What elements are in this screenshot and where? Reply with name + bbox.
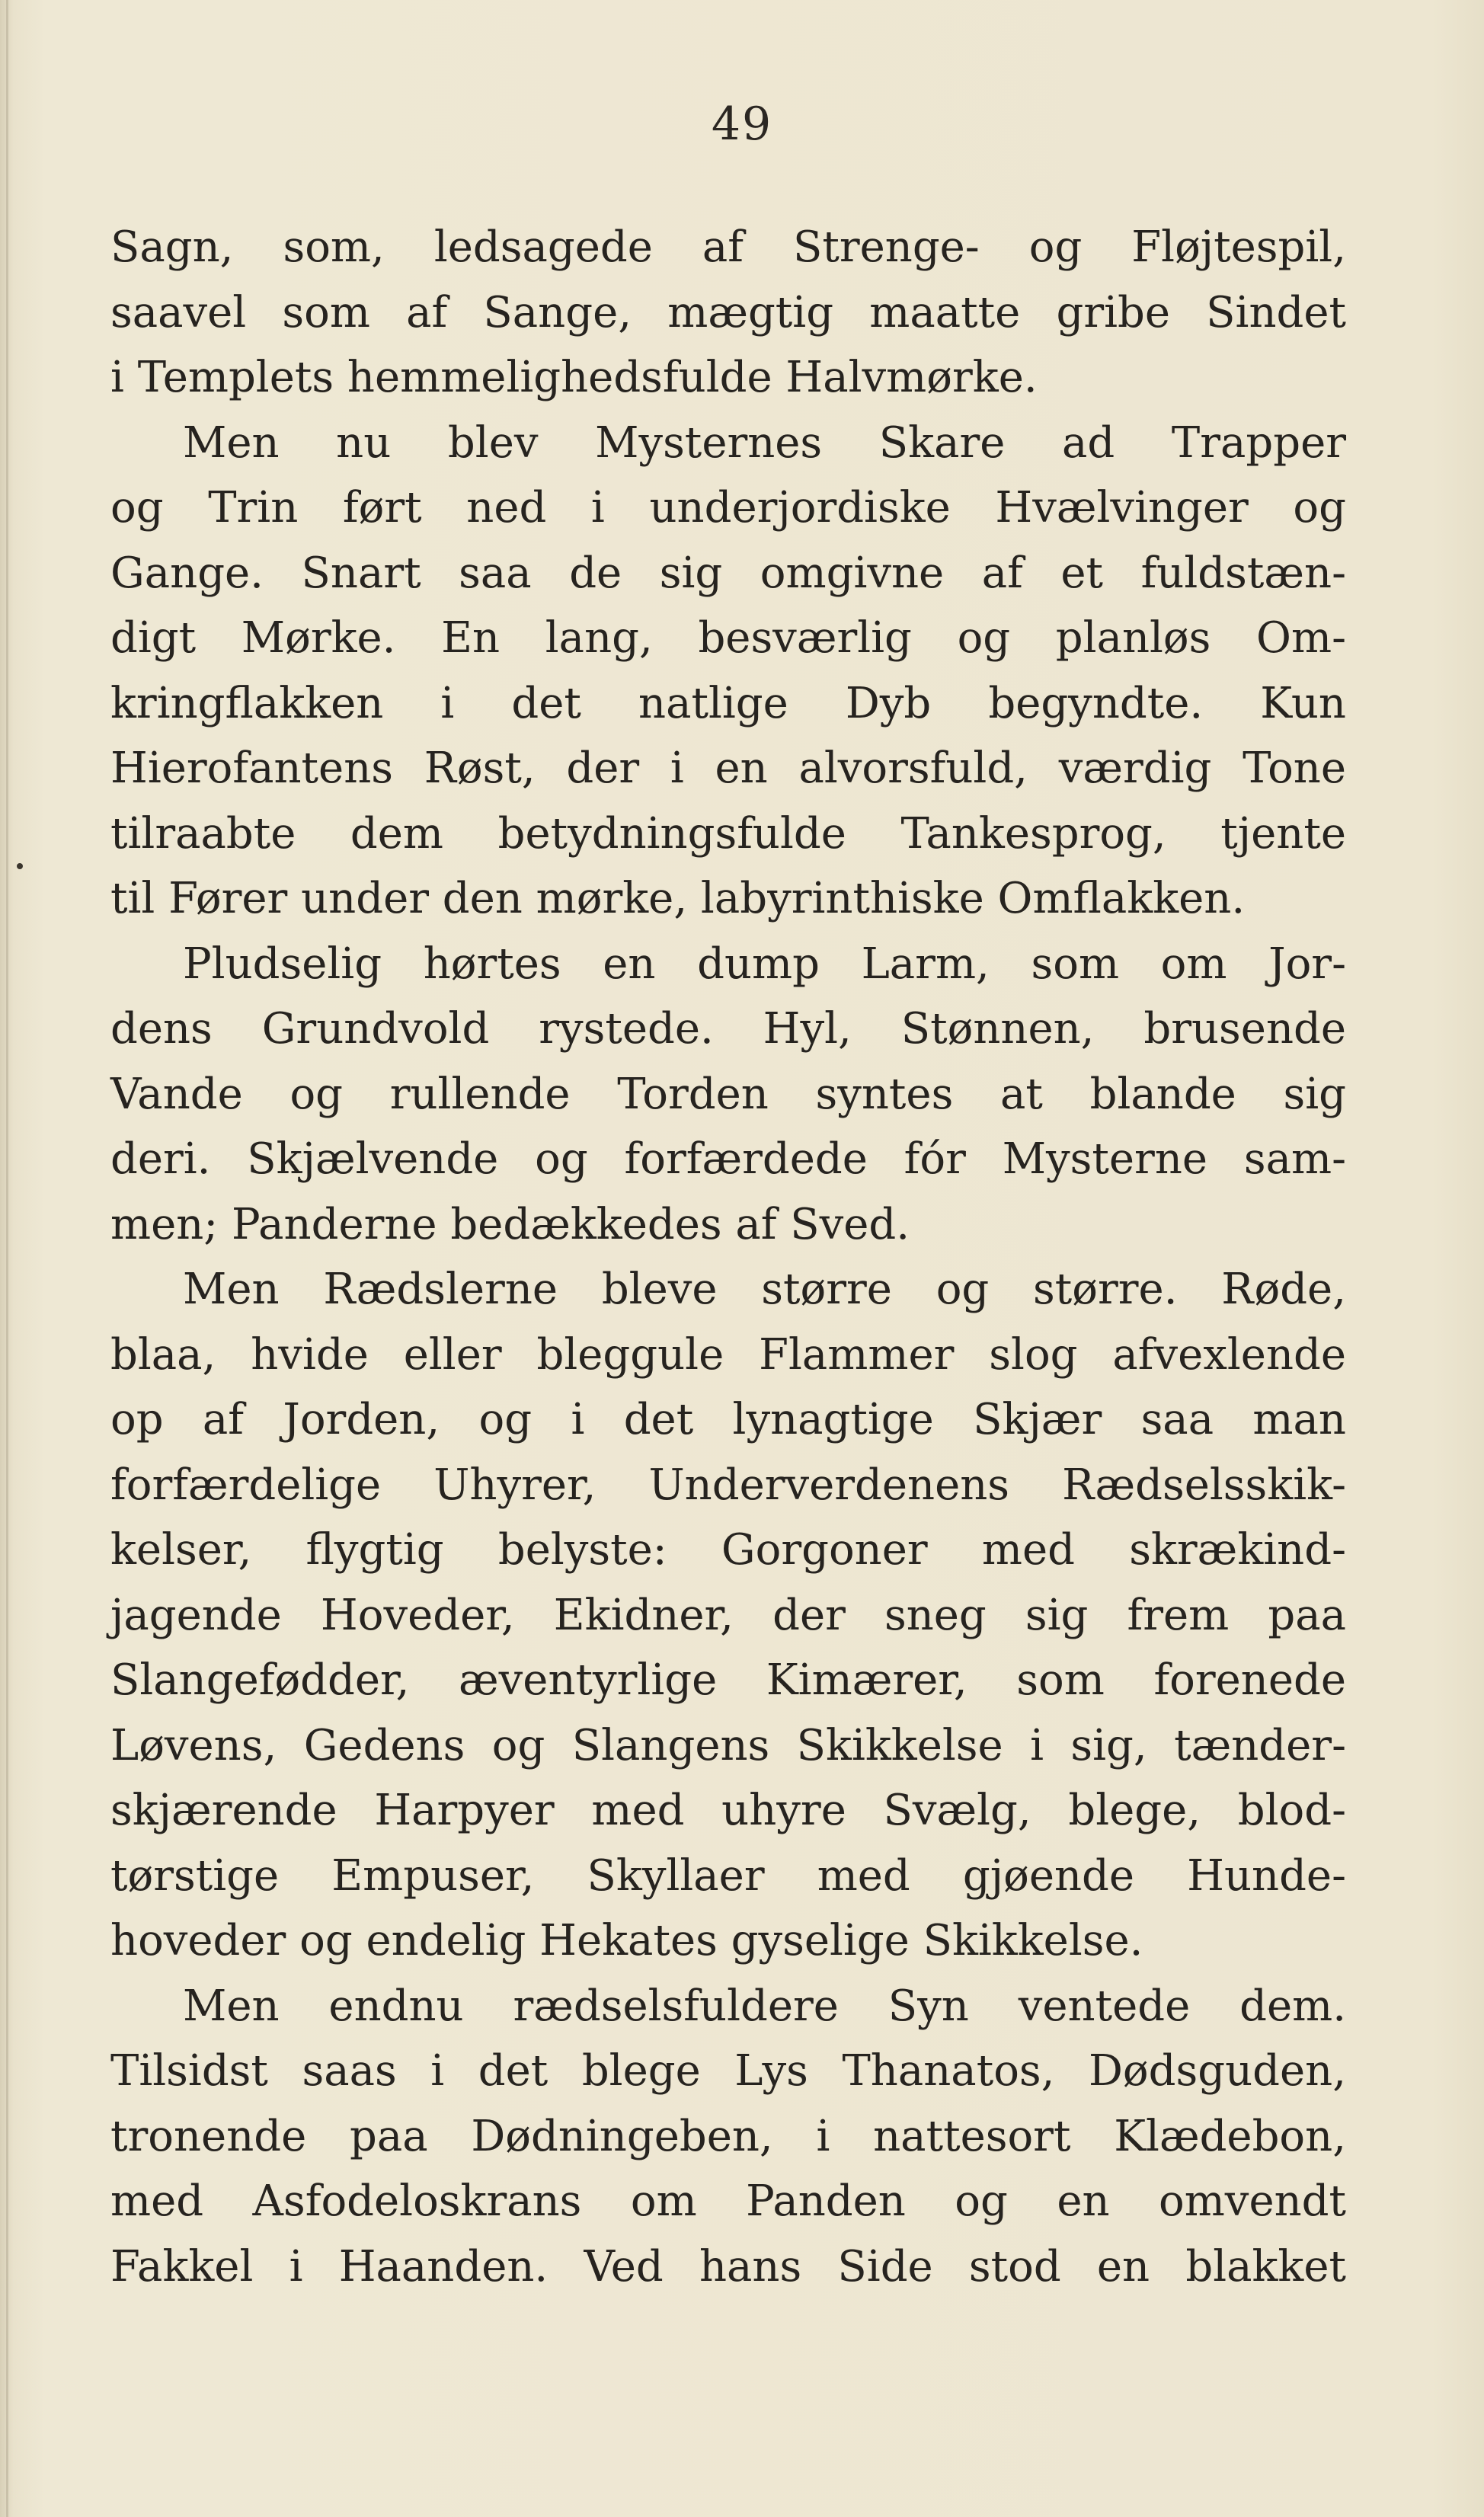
text-line: tronende paa Dødningeben, i nattesort Klædebon, — [110, 2111, 1346, 2161]
text-line: digt Mørke. En lang, besværlig og planløs Om- — [110, 613, 1346, 663]
text-line: men; Panderne bedækkedes af Sved. — [110, 1199, 910, 1249]
text-line: saavel som af Sange, mægtig maatte gribe Sindet — [110, 287, 1346, 337]
margin-mark — [17, 863, 23, 869]
text-line: kelser, flygtig belyste: Gorgoner med skrækind- — [110, 1525, 1346, 1575]
text-line: med Asfodeloskrans om Panden og en omvendt — [110, 2176, 1346, 2226]
text-line: jagende Hoveder, Ekidner, der sneg sig frem paa — [110, 1590, 1346, 1640]
text-line: tørstige Empuser, Skyllaer med gjøende Hunde- — [110, 1850, 1346, 1901]
text-line: op af Jorden, og i det lynagtige Skjær saa man — [110, 1395, 1346, 1444]
text-line: Fakkel i Haanden. Ved hans Side stod en blakket — [110, 2241, 1346, 2292]
text-line: deri. Skjælvende og forfærdede fór Mysterne sam- — [110, 1134, 1346, 1184]
text-line: Sagn, som, ledsagede af Strenge- og Fløjtespil, — [110, 222, 1346, 272]
text-line: Løvens, Gedens og Slangens Skikkelse i sig, tænder- — [110, 1720, 1346, 1770]
page-spine-edge — [6, 0, 8, 2517]
page-number: 49 — [711, 98, 773, 151]
text-line: Men Rædslerne bleve større og større. Røde, — [183, 1265, 1346, 1314]
text-line: tilraabte dem betydningsfulde Tankesprog, tjente — [110, 808, 1346, 859]
text-line: skjærende Harpyer med uhyre Svælg, blege, blod- — [110, 1786, 1346, 1835]
text-line: Gange. Snart saa de sig omgivne af et fuldstæn- — [110, 548, 1346, 598]
text-line: Pludselig hørtes en dump Larm, som om Jor- — [183, 939, 1346, 989]
text-line: Hierofantens Røst, der i en alvorsfuld, værdig Tone — [110, 744, 1346, 793]
text-line: i Templets hemmelighedsfulde Halvmørke. — [110, 353, 1038, 402]
text-line: Men nu blev Mysternes Skare ad Trapper — [183, 417, 1346, 468]
text-line: Vande og rullende Torden syntes at blande sig — [110, 1069, 1346, 1119]
text-line: hoveder og endelig Hekates gyselige Skikkelse. — [110, 1916, 1143, 1965]
text-line: kringflakken i det natlige Dyb begyndte. Kun — [110, 678, 1346, 728]
text-line: Men endnu rædselsfuldere Syn ventede dem. — [183, 1981, 1346, 2031]
body-text — [110, 215, 1346, 2299]
text-line: til Fører under den mørke, labyrinthiske Omflakken. — [110, 874, 1246, 923]
text-line: dens Grundvold rystede. Hyl, Stønnen, brusende — [110, 1004, 1346, 1054]
text-line: Tilsidst saas i det blege Lys Thanatos, Dødsguden, — [110, 2046, 1346, 2096]
text-line: forfærdelige Uhyrer, Underverdenens Rædselsskik- — [110, 1460, 1346, 1510]
text-line: Slangefødder, æventyrlige Kimærer, som forenede — [110, 1655, 1346, 1705]
text-line: blaa, hvide eller bleggule Flammer slog afvexlende — [110, 1329, 1346, 1380]
text-line: og Trin ført ned i underjordiske Hvælvinger og — [110, 483, 1346, 533]
